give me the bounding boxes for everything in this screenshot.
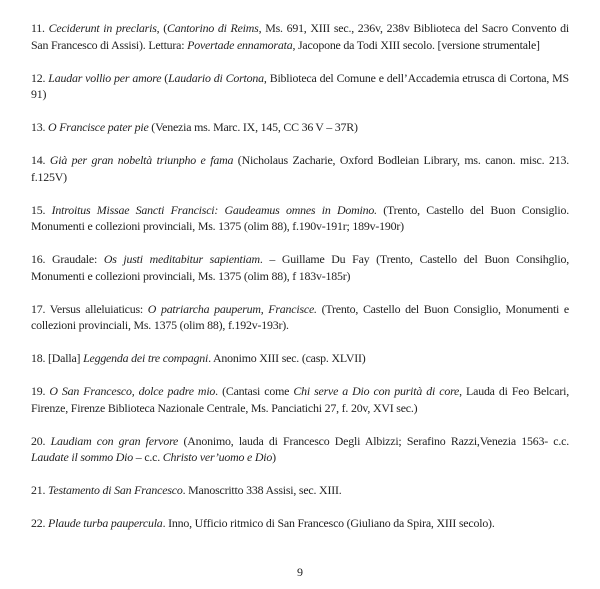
entry-text: 20. [31,433,51,448]
entry-title-italic: Povertade ennamorata [187,37,293,52]
bibliography-entry [31,301,569,334]
entry-text: ) [272,450,276,464]
entry-text: 14. [31,153,50,167]
entry-text: (Anonimo, lauda di Francesco Degli Albizzi; Serafino Razzi,Venezia 1563- c.c. [178,433,569,448]
entry-title-italic: O San Francesco, dolce padre mio [49,384,216,398]
bibliography-entry [31,251,569,284]
entry-text: . Anonimo XIII sec. (casp. XLVII) [208,351,366,365]
entry-text: – c.c. [133,450,163,464]
bibliography-entry [31,350,569,367]
entry-title-italic: Leggenda dei tre compagni [83,351,209,365]
entry-text: (Venezia ms. Marc. IX, 145, CC 36 V – 37R) [148,120,358,134]
entry-text: 22. [31,516,49,530]
entry-title-italic: Laudate il sommo Dio [31,450,134,464]
bibliography-entry [31,482,569,499]
entry-text: . Inno, Ufficio ritmico di San Francesco (Giuliano da Spira, XIII secolo). [162,516,495,530]
entry-title-italic: Laudar vollio per amore [48,70,162,85]
entry-text: . (Cantasi come [215,384,294,398]
entry-title-italic: Già per gran nobeltà triunpho e fama [49,153,234,167]
entry-text: 19. [31,384,50,398]
bibliography-entry [31,70,569,103]
entry-text: , Lauda di Feo Belcari, Firenze, Firenze Biblioteca Nazionale Centrale, Ms. Panciatichi 27, f. 20v, XVI sec.) [31,384,569,415]
entry-title-italic: Cantorino di Reims [166,21,259,35]
entry-text: 21. [31,483,49,497]
entry-title-italic: Chi serve a Dio con purità di core [293,384,460,398]
entry-text: . – Guillame Du Fay (Trento, Castello del Buon Consihglio, Monumenti e collezioni provinciali, Ms. 1375 (olim 88), f 183v-185r) [31,252,570,283]
entry-text: , ( [156,21,167,35]
entry-text: 11. [31,21,49,35]
entry-text: 16. Graudale: [31,252,104,266]
bibliography-list [31,20,569,532]
bibliography-entry [31,383,569,416]
entry-title-italic: O Francisce pater pie [48,120,149,134]
bibliography-entry [31,202,569,235]
entry-title-italic: Introitus Missae Sancti Francisci: Gaudeamus omnes in Domino. [51,202,377,217]
entry-title-italic: Laudario di Cortona [168,70,264,85]
entry-title-italic: O patriarcha pauperum, Francisce. [147,301,317,316]
page-number: 9 [297,564,303,579]
entry-text: ( [161,70,169,85]
entry-title-italic: Christo ver’uomo e Dio [162,450,273,464]
entry-title-italic: Laudiam con gran fervore [50,433,179,448]
entry-text: , Jacopone da Todi XIII secolo. [versione strumentale] [292,37,540,52]
entry-title-italic: Testamento di San Francesco [48,483,183,497]
entry-text: 12. [31,70,49,85]
entry-title-italic: Os justi meditabitur sapientiam [103,252,260,266]
entry-title-italic: Ceciderunt in preclaris [48,21,157,35]
entry-text: (Trento, Castello del Buon Consiglio, Monumenti e collezioni provinciali, Ms. 1375 (olim 88), f.192v-193r). [31,301,569,332]
bibliography-entry [31,433,569,466]
entry-text: 18. [Dalla] [31,351,84,365]
bibliography-entry [31,119,569,136]
entry-text: 17. Versus alleluiaticus: [31,301,148,316]
entry-text: 13. [31,120,49,134]
entry-text: (Trento, Castello del Buon Consiglio. Monumenti e collezioni provinciali, Ms. 1375 (olim 88), f.190v-191r; 189v-190r) [31,202,569,233]
entry-text: , Biblioteca del Comune e dell’Accademia etrusca di Cortona, MS 91) [31,70,569,101]
bibliography-entry [31,515,569,532]
entry-title-italic: Plaude turba paupercula [48,516,163,530]
entry-text: 15. [31,202,52,217]
entry-text: , Ms. 691, XIII sec., 236v, 238v Biblioteca del Sacro Convento di San Francesco di Assisi). Lettura: [31,21,569,52]
entry-text: . Manoscritto 338 Assisi, sec. XIII. [182,483,342,497]
bibliography-entry [31,20,569,53]
entry-text: (Nicholaus Zacharie, Oxford Bodleian Library, ms. canon. misc. 213. f.125V) [31,153,569,184]
bibliography-entry [31,152,569,185]
